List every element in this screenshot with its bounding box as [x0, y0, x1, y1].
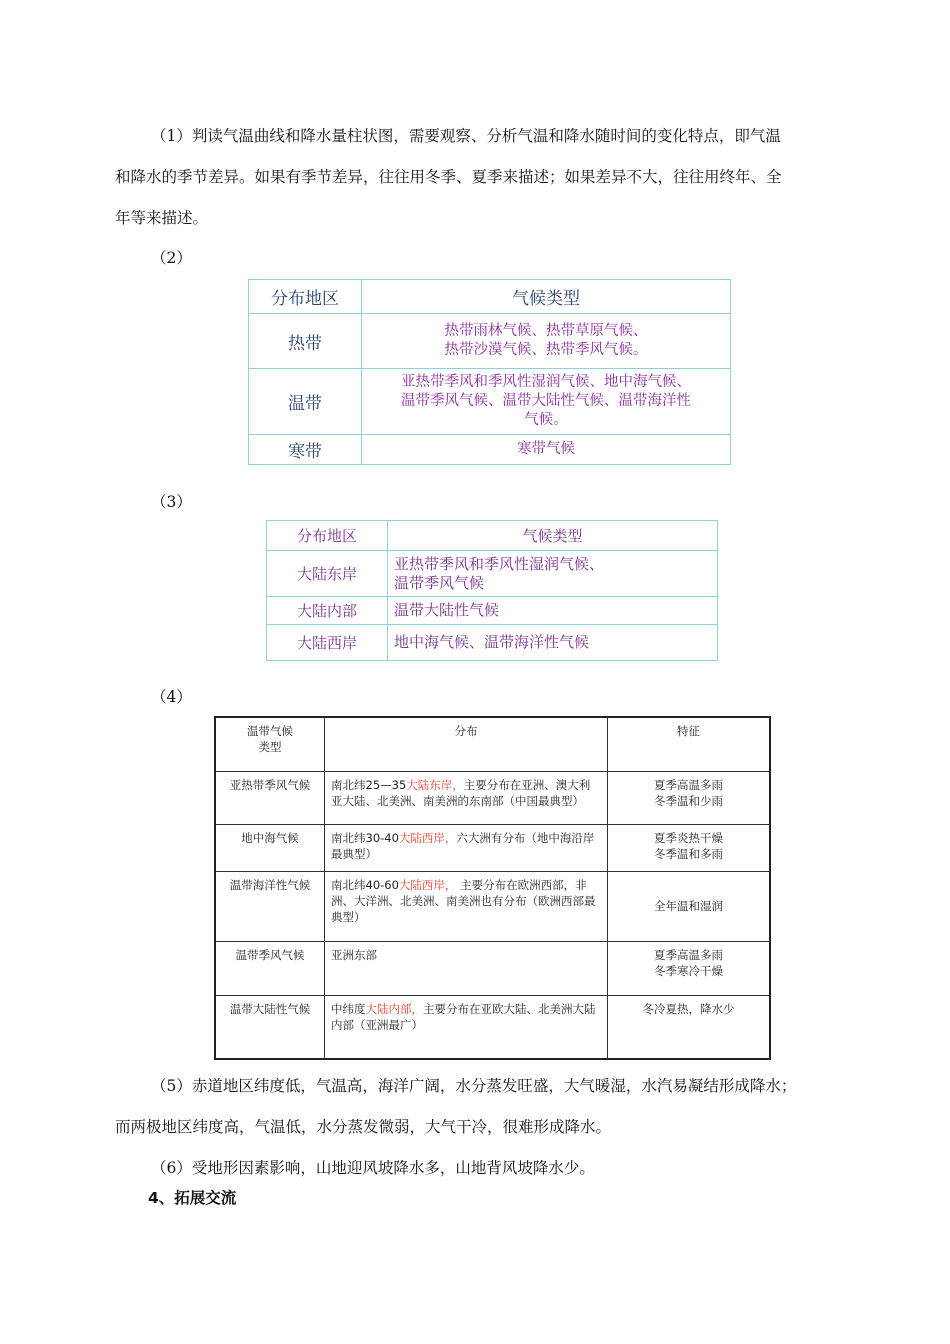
distribution-cell: 亚洲东部 — [325, 941, 608, 995]
table-row — [249, 435, 731, 465]
distribution-detail: 六大洲有分布（地中海沿岸最典型） — [331, 830, 595, 861]
region-cell: 寒带 — [249, 435, 362, 465]
header-feature: 特征 — [608, 717, 771, 771]
climate-cell — [362, 369, 731, 435]
paragraph-6 — [115, 1148, 835, 1189]
paragraph-6-line-1: （6）受地形因素影响，山地迎风坡降水多，山地背风坡降水少。 — [151, 1159, 595, 1177]
feature-line: 冬季寒冷干燥 — [654, 963, 723, 978]
climate-cell — [362, 314, 731, 369]
distribution-detail: 主要分布在欧洲西部，非洲、大洋洲、北美洲、南美洲也有分布（欧洲西部最典型） — [331, 877, 596, 924]
section-label-4: （4） — [151, 688, 192, 706]
climate-line: 气候。 — [524, 412, 568, 428]
header-type-line: 温带气候 — [247, 724, 293, 738]
climate-line: 亚热带季风和季风性湿润气候、地中海气候、 — [401, 374, 691, 390]
header-type — [215, 717, 325, 771]
header-region: 分布地区 — [267, 521, 388, 551]
table-row — [249, 314, 731, 369]
type-cell: 温带大陆性气候 — [215, 995, 325, 1059]
paragraph-1-line-1: （1）判读气温曲线和降水量柱状图，需要观察、分析气温和降水随时间的变化特点，即气温 — [151, 127, 781, 145]
climate-line: 亚热带季风和季风性湿润气候、 — [394, 554, 605, 573]
table-row — [249, 369, 731, 435]
section-label-3: （3） — [151, 493, 192, 511]
climate-line: 热带雨林气候、热带草原气候、 — [444, 323, 648, 339]
section-label-2: （2） — [151, 249, 192, 267]
table-header-row — [249, 280, 731, 314]
distribution-cell — [325, 771, 608, 824]
feature-line: 夏季高温多雨 — [654, 777, 723, 792]
climate-zone-table — [248, 279, 731, 465]
table-row — [215, 871, 770, 941]
table-row — [215, 771, 770, 824]
distribution-cell — [325, 871, 608, 941]
climate-line: 温带季风气候、温带大陆性气候、温带海洋性 — [401, 393, 691, 409]
feature-cell — [608, 824, 771, 871]
region-cell: 大陆西岸 — [267, 625, 388, 661]
distribution-latitude: 中纬度 — [331, 1001, 366, 1016]
table-row — [215, 995, 770, 1059]
table-row — [267, 597, 718, 625]
header-climate-type: 气候类型 — [388, 521, 718, 551]
feature-cell: 冬冷夏热，降水少 — [608, 995, 771, 1059]
table-row — [215, 824, 770, 871]
feature-line: 冬季温和多雨 — [654, 846, 723, 861]
climate-cell — [388, 551, 718, 597]
distribution-highlight: 大陆西岸， — [398, 877, 457, 892]
climate-cell: 温带大陆性气候 — [388, 597, 718, 625]
paragraph-5-line-2: 而两极地区纬度高，气温低，水分蒸发微弱，大气干冷，很难形成降水。 — [115, 1118, 612, 1136]
type-cell: 地中海气候 — [215, 824, 325, 871]
header-distribution: 分布 — [325, 717, 608, 771]
paragraph-1-line-2: 和降水的季节差异。如果有季节差异，往往用冬季、夏季来描述；如果差异不大，往往用终年、全 — [115, 168, 782, 186]
feature-line: 夏季高温多雨 — [654, 947, 723, 962]
table-row — [267, 625, 718, 661]
distribution-highlight: 大陆东岸， — [406, 777, 464, 792]
paragraph-5 — [115, 1066, 835, 1148]
distribution-highlight: 大陆内部， — [365, 1001, 423, 1016]
paragraph-5-line-1: （5）赤道地区纬度低，气温高，海洋广阔，水分蒸发旺盛，大气暖湿，水汽易凝结形成降水； — [151, 1077, 797, 1095]
feature-cell: 全年温和湿润 — [608, 871, 771, 941]
table-header-row — [267, 521, 718, 551]
temperate-climate-table — [214, 716, 771, 1060]
paragraph-1 — [115, 116, 835, 239]
distribution-cell — [325, 995, 608, 1059]
type-cell: 温带海洋性气候 — [215, 871, 325, 941]
section-heading: 4、拓展交流 — [148, 1189, 237, 1207]
distribution-latitude: 南北纬25—35 — [331, 777, 407, 792]
distribution-cell — [325, 824, 608, 871]
continent-position-table — [266, 520, 718, 661]
type-cell: 温带季风气候 — [215, 941, 325, 995]
feature-line: 冬季温和少雨 — [654, 793, 723, 808]
region-cell: 温带 — [249, 369, 362, 435]
table-row — [267, 551, 718, 597]
distribution-highlight: 大陆西岸， — [398, 830, 457, 845]
paragraph-1-line-3: 年等来描述。 — [115, 209, 209, 227]
header-type-line: 类型 — [258, 740, 282, 754]
feature-cell — [608, 941, 771, 995]
distribution-detail: 主要分布在亚洲、澳大利亚大陆、北美洲、南美洲的东南部（中国最典型） — [331, 777, 591, 808]
climate-line: 热带沙漠气候、热带季风气候。 — [444, 342, 648, 358]
distribution-latitude: 南北纬40-60 — [331, 877, 399, 892]
table-row — [215, 941, 770, 995]
region-cell: 大陆内部 — [267, 597, 388, 625]
feature-line: 夏季炎热干燥 — [654, 830, 723, 845]
distribution-latitude: 南北纬30-40 — [331, 830, 399, 845]
climate-cell: 寒带气候 — [362, 435, 731, 465]
region-cell: 大陆东岸 — [267, 551, 388, 597]
region-cell: 热带 — [249, 314, 362, 369]
table-header-row — [215, 717, 770, 771]
header-region: 分布地区 — [249, 280, 362, 314]
type-cell: 亚热带季风气候 — [215, 771, 325, 824]
climate-line: 温带季风气候 — [394, 573, 485, 592]
climate-cell: 地中海气候、温带海洋性气候 — [388, 625, 718, 661]
header-climate-type: 气候类型 — [362, 280, 731, 314]
feature-cell — [608, 771, 771, 824]
distribution-detail: 主要分布在亚欧大陆、北美洲大陆内部（亚洲最广） — [331, 1001, 596, 1032]
